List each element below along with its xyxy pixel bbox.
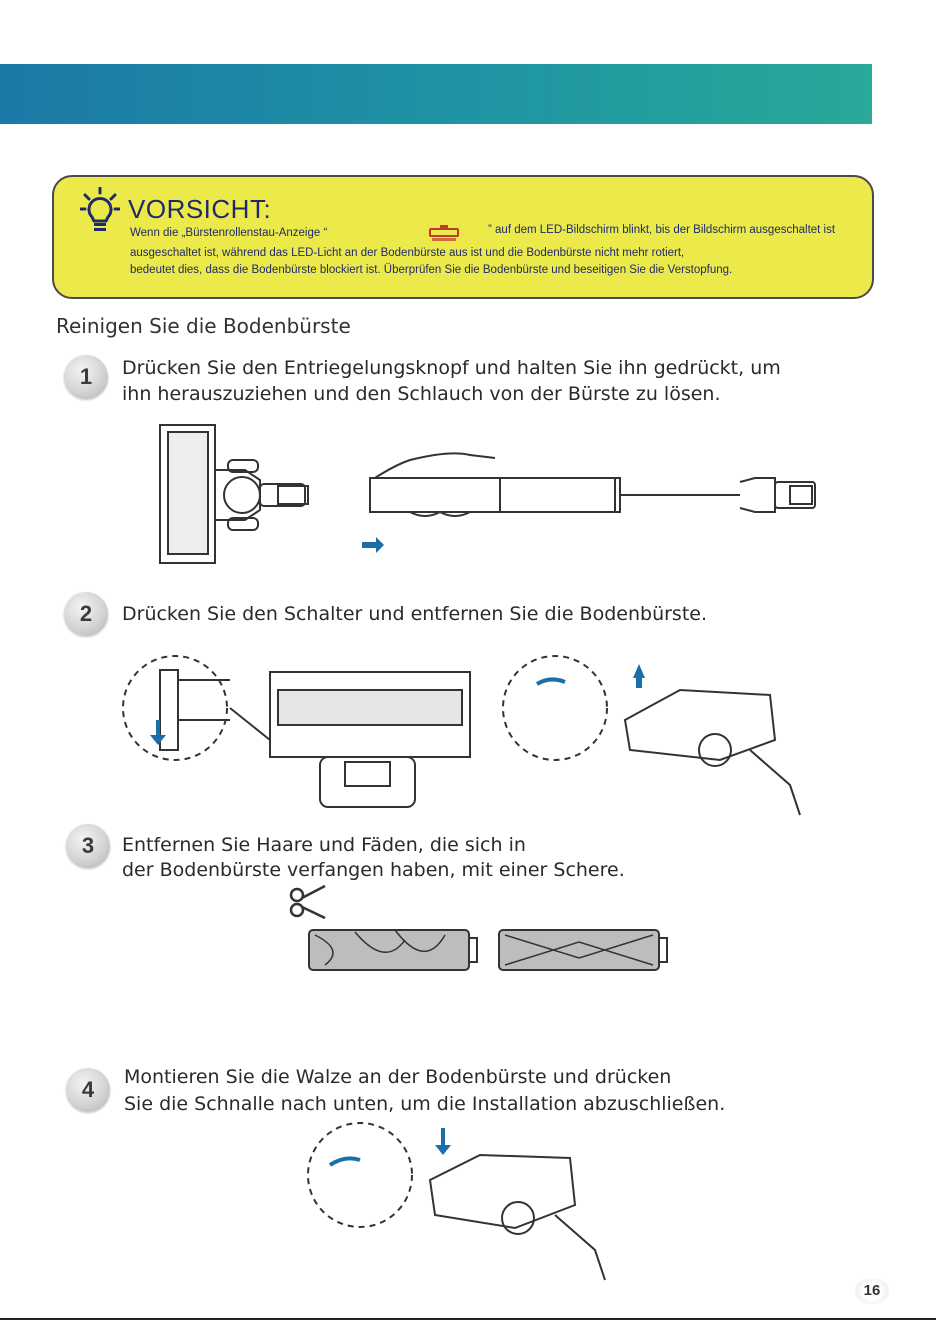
step-4-badge: 4 [66,1068,110,1112]
header-banner [0,64,872,124]
step-2-illustration [120,650,820,820]
step-1-badge: 1 [64,355,108,399]
step-3-text-line2: der Bodenbürste verfangen haben, mit einer Schere. [122,859,625,881]
step-1-text-line1: Drücken Sie den Entriegelungsknopf und halten Sie ihn gedrückt, um [122,357,781,379]
step-2-badge: 2 [64,592,108,636]
lightbulb-icon [80,187,120,235]
step-4-illustration [300,1120,620,1290]
step-1-illustration [150,420,830,570]
step-4-text-line1: Montieren Sie die Walze an der Bodenbürste und drücken [124,1066,672,1088]
caution-text-line3: bedeutet dies, dass die Bodenbürste blockiert ist. Überprüfen Sie die Bodenbürste und beseitigen Sie die Verstopfung. [130,264,733,276]
caution-text-line1b: ” auf dem LED-Bildschirm blinkt, bis der Bildschirm ausgeschaltet ist [488,224,836,236]
step-4-text-line2: Sie die Schnalle nach unten, um die Installation abzuschließen. [124,1093,726,1115]
step-1-text-line2: ihn herauszuziehen und den Schlauch von der Bürste zu lösen. [122,383,721,405]
caution-title: VORSICHT: [128,194,272,224]
step-2-text-line1: Drücken Sie den Schalter und entfernen Sie die Bodenbürste. [122,603,708,625]
step-3-illustration [285,880,675,985]
step-3-text-line1: Entfernen Sie Haare und Fäden, die sich in [122,834,526,856]
brush-jam-indicator-icon [428,224,460,242]
section-title: Reinigen Sie die Bodenbürste [56,314,351,338]
step-3-badge: 3 [66,824,110,868]
caution-text-line2: ausgeschaltet ist, während das LED-Licht an der Bodenbürste aus ist und die Bodenbürste nicht mehr rotiert, [130,247,685,259]
bottom-divider [0,1318,936,1320]
page-number: 16 [855,1278,889,1304]
caution-text-line1a: Wenn die „Bürstenrollenstau-Anzeige “ [130,227,328,239]
